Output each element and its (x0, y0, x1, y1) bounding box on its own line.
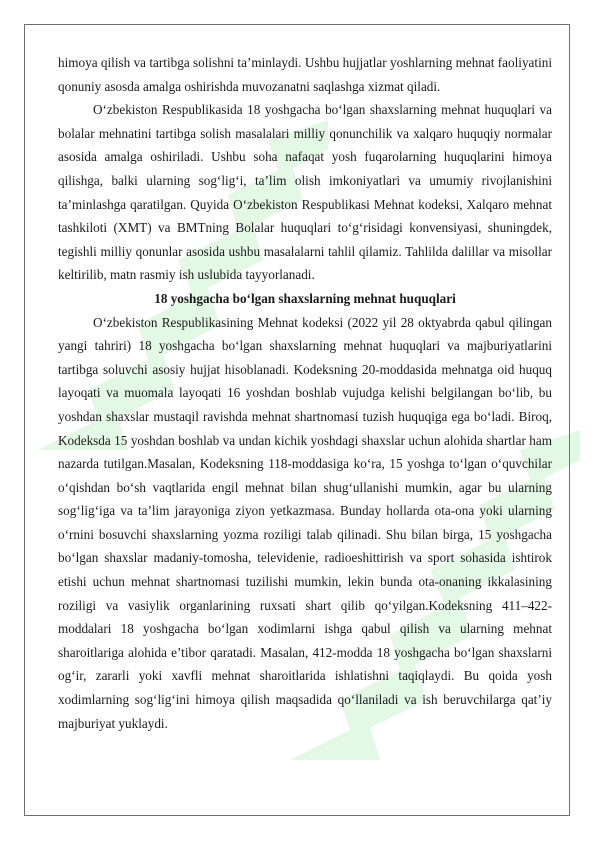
paragraph: O‘zbekiston Respublikasida 18 yoshgacha bo‘lgan shaxslarning mehnat huquqlari va bolalar mehnatini tartibga solish masalalari milliy qonunchilik va xalqaro huquqiy normalar asosida amalga oshiriladi. Ushbu soha nafaqat yosh fuqarolarning huquqlarini himoya qilishga, balki ularning sog‘lig‘i, ta’lim olish imkoniyatlari va umumiy rivojlanishini ta’minlashga qaratilgan. Quyida O‘zbekiston Respublikasi Mehnat kodeksi, Xalqaro mehnat tashkiloti (XMT) va BMTning Bolalar huquqlari to‘g‘risidagi konvensiyasi, shuningdek, tegishli milliy qonunlar asosida ushbu masalalarni tahlil qilamiz. Tahlilda dalillar va misollar keltirilib, matn rasmiy ish uslubida tayyorlanadi. (58, 102, 552, 283)
paragraph: himoya qilish va tartibga solishni ta’minlaydi. Ushbu hujjatlar yoshlarning mehnat faoliyatini qonuniy asosda amalga oshirishda muvozanatni saqlashga xizmat qiladi. (58, 55, 552, 94)
document-body (58, 51, 552, 735)
paragraph: O‘zbekiston Respublikasining Mehnat kodeksi (2022 yil 28 oktyabrda qabul qilingan yangi tahriri) 18 yoshgacha bo‘lgan shaxslarning mehnat huquqlari va majburiyatlarini tartibga soluvchi asosiy hujjat hisoblanadi. Kodeksning 20-moddasida mehnatga oid huquq layoqati va muomala layoqati 16 yoshdan boshlab vujudga kelishi belgilangan bo‘lib, bu yoshdan shaxslar mustaqil ravishda mehnat shartnomasi tuzish huquqiga ega bo‘ladi. Biroq, Kodeksda 15 yoshdan boshlab va undan kichik yoshdagi shaxslar uchun alohida shartlar ham nazarda tutilgan.Masalan, Kodeksning 118-moddasiga ko‘ra, 15 yoshga to‘lgan o‘quvchilar o‘qishdan bo‘sh vaqtlarida engil mehnat bilan shug‘ullanishi mumkin, agar bu ularning sog‘lig‘iga va ta’lim jarayoniga ziyon yetkazmasa. Bunday hollarda ota-ona yoki ularning o‘rnini bosuvchi shaxslarning yozma roziligi talab qilinadi. Shu bilan birga, 15 yoshgacha bo‘lgan shaxslar madaniy-tomosha, televidenie, radioeshittirish va sport sohasida ishtirok etishi uchun mehnat shartnomasi tuzilishi mumkin, lekin bunda ota-onaning ikkalasining roziligi va vasiylik organlarining ruxsati shart qilib qo‘yilgan.Kodeksning 411–422-moddalari 18 yoshgacha bo‘lgan xodimlarni ishga qabul qilish va ularning mehnat sharoitlariga alohida e’tibor qaratadi. Masalan, 412-modda 18 yoshgacha bo‘lgan shaxslarni og‘ir, zararli yoki xavfli mehnat sharoitlarida ishlatishni taqiqlaydi. Bu qoida yosh xodimlarning sog‘lig‘ini himoya qilish maqsadida qo‘llaniladi va ish beruvchilarga qat’iy majburiyat yuklaydi. (58, 314, 552, 731)
section-heading: 18 yoshgacha bo‘lgan shaxslarning mehnat huquqlari (154, 290, 456, 306)
